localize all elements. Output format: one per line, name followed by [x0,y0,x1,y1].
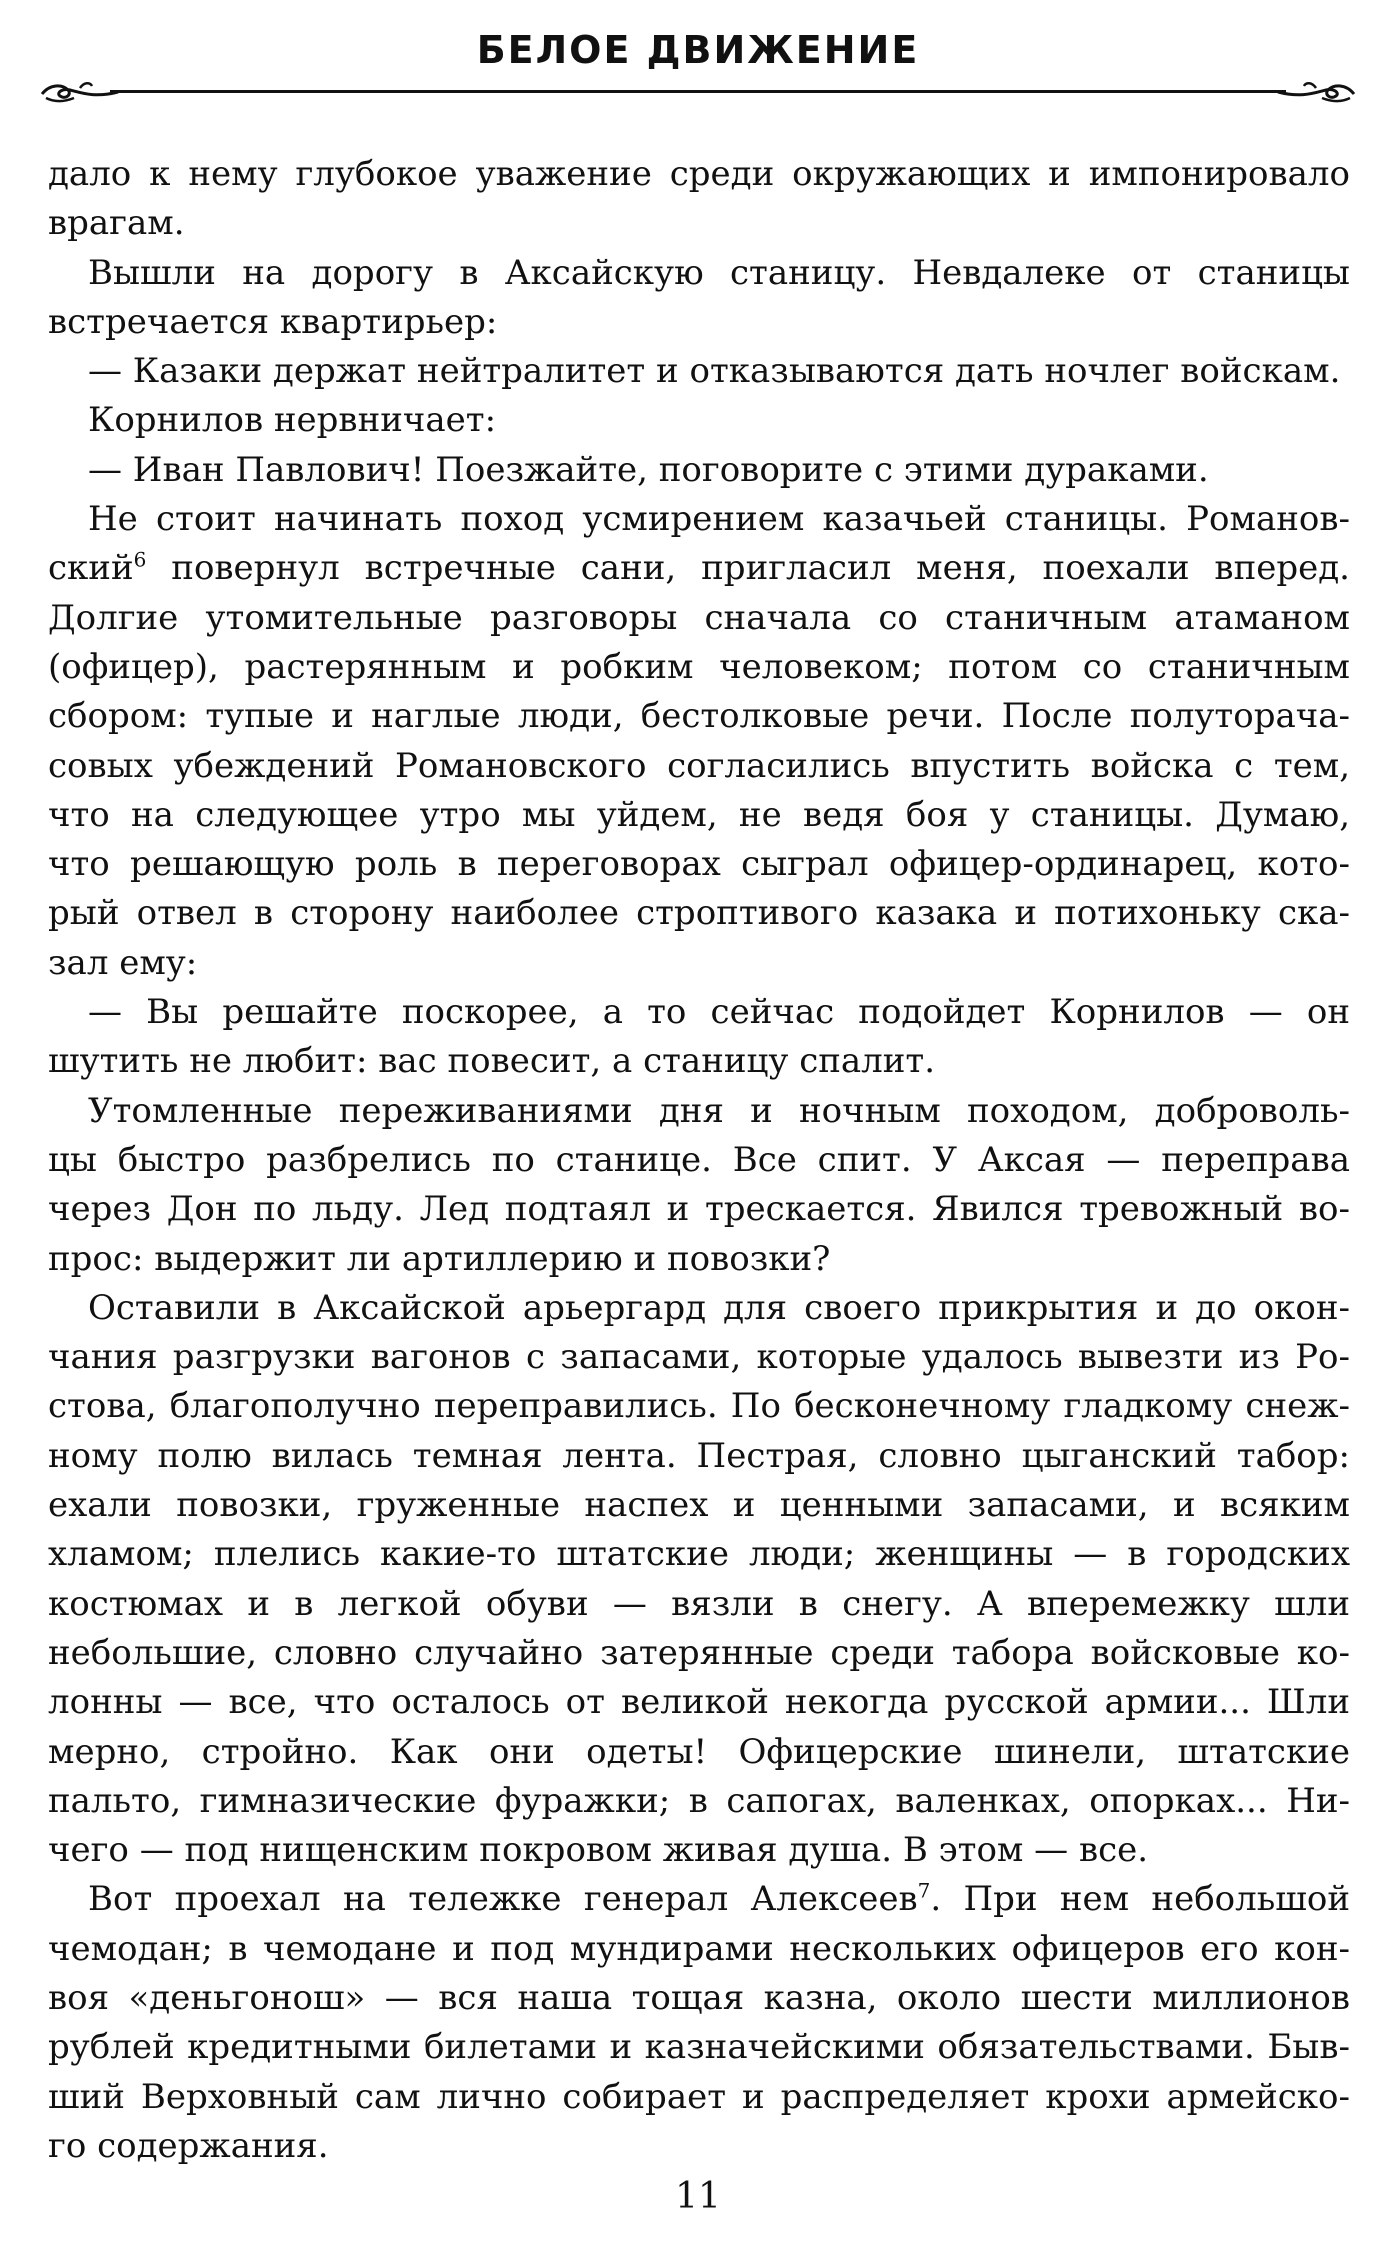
text-line: мерно, стройно. Как они одеты! Офицерские шинели, штатские [48,1731,1350,1772]
text-line: — Вы решайте поскорее, а то сейчас подойдет Корнилов — он [88,992,1350,1033]
text-line: стова, благополучно переправились. По бесконечному гладкому снеж- [48,1386,1350,1427]
text-line [48,544,1350,593]
text-line: совых убеждений Романовского согласились впустить войска с тем, [48,745,1350,786]
text-line: рублей кредитными билетами и казначейскими обязательствами. Быв- [48,2027,1350,2068]
body-text [48,150,1350,2171]
text-line: Утомленные переживаниями дня и ночным походом, доброволь- [88,1090,1350,1131]
text-line: ший Верховный сам лично собирает и распределяет крохи армейско- [48,2076,1350,2117]
page-number: 11 [675,2176,721,2217]
text-line: сбором: тупые и наглые люди, бестолковые речи. После полуторача- [48,696,1350,737]
text-line: го содержания. [48,2125,329,2166]
text-line [48,1875,1350,1924]
text-line: Оставили в Аксайской арьергард для своего прикрытия и до окон- [88,1287,1350,1328]
text-line: чемодан; в чемодане и под мундирами нескольких офицеров его кон- [48,1928,1350,1969]
text-line: зал ему: [48,942,198,983]
text-line: врагам. [48,203,185,244]
text-line: дало к нему глубокое уважение среди окружающих и импонировало [48,154,1350,194]
text-line: пальто, гимназические фуражки; в сапогах, валенках, опорках... Ни- [48,1780,1350,1821]
header-rule [110,90,1286,93]
text-fragment: Вот проехал на тележке генерал Алексеев [88,1879,918,1920]
text-line: встречается квартирьер: [48,301,498,342]
text-line: воя «деньгонош» — вся наша тощая казна, около шести миллионов [48,1977,1350,2018]
text-line: Корнилов нервничает: [88,400,497,441]
text-line: чания разгрузки вагонов с запасами, которые удалось вывезти из Ро- [48,1337,1350,1378]
text-fragment: . При нем небольшой [930,1879,1350,1920]
right-ornament-icon [1276,76,1356,106]
running-header-title: БЕЛОЕ ДВИЖЕНИЕ [476,28,920,72]
text-line: костюмах и в легкой обуви — вязли в снегу. А вперемежку шли [48,1583,1350,1624]
text-line: ехали повозки, груженные наспех и ценными запасами, и всяким [48,1485,1350,1526]
running-header [40,18,1356,108]
text-fragment: повернул встречные сани, пригласил меня, поехали вперед. [146,548,1350,589]
text-fragment: ский [48,548,134,589]
text-line: ному полю вилась темная лента. Пестрая, словно цыганский табор: [48,1435,1350,1476]
text-line: хламом; плелись какие-то штатские люди; женщины — в городских [48,1534,1350,1575]
text-line: шутить не любит: вас повесит, а станицу спалит. [48,1041,936,1082]
text-line: что решающую роль в переговорах сыграл офицер-ординарец, кото- [48,844,1350,885]
text-line: через Дон по льду. Лед подтаял и трескается. Явился тревожный во- [48,1189,1350,1230]
text-line: (офицер), растерянным и робким человеком; потом со станичным [48,646,1350,687]
footnote-marker: 6 [133,548,147,573]
text-line: — Иван Павлович! Поезжайте, поговорите с этими дураками. [88,449,1209,490]
text-line: прос: выдержит ли артиллерию и повозки? [48,1238,831,1279]
text-line: — Казаки держат нейтралитет и отказываются дать ночлег войскам. [88,351,1341,392]
footnote-marker: 7 [917,1879,931,1904]
text-line: рый отвел в сторону наиболее строптивого казака и потихоньку ска- [48,893,1350,934]
left-ornament-icon [40,76,120,106]
text-line: Не стоит начинать поход усмирением казачьей станицы. Романов- [88,499,1350,540]
text-line: Долгие утомительные разговоры сначала со станичным атаманом [48,597,1350,638]
text-line: цы быстро разбрелись по станице. Все спит. У Аксая — переправа [48,1139,1350,1180]
text-line: лонны — все, что осталось от великой некогда русской армии... Шли [48,1682,1350,1723]
text-line: что на следующее утро мы уйдем, не ведя боя у станицы. Думаю, [48,794,1350,835]
text-line: чего — под нищенским покровом живая душа. В этом — все. [48,1830,1149,1871]
text-line: Вышли на дорогу в Аксайскую станицу. Невдалеке от станицы [88,252,1350,293]
text-line: небольшие, словно случайно затерянные среди табора войсковые ко- [48,1632,1350,1673]
